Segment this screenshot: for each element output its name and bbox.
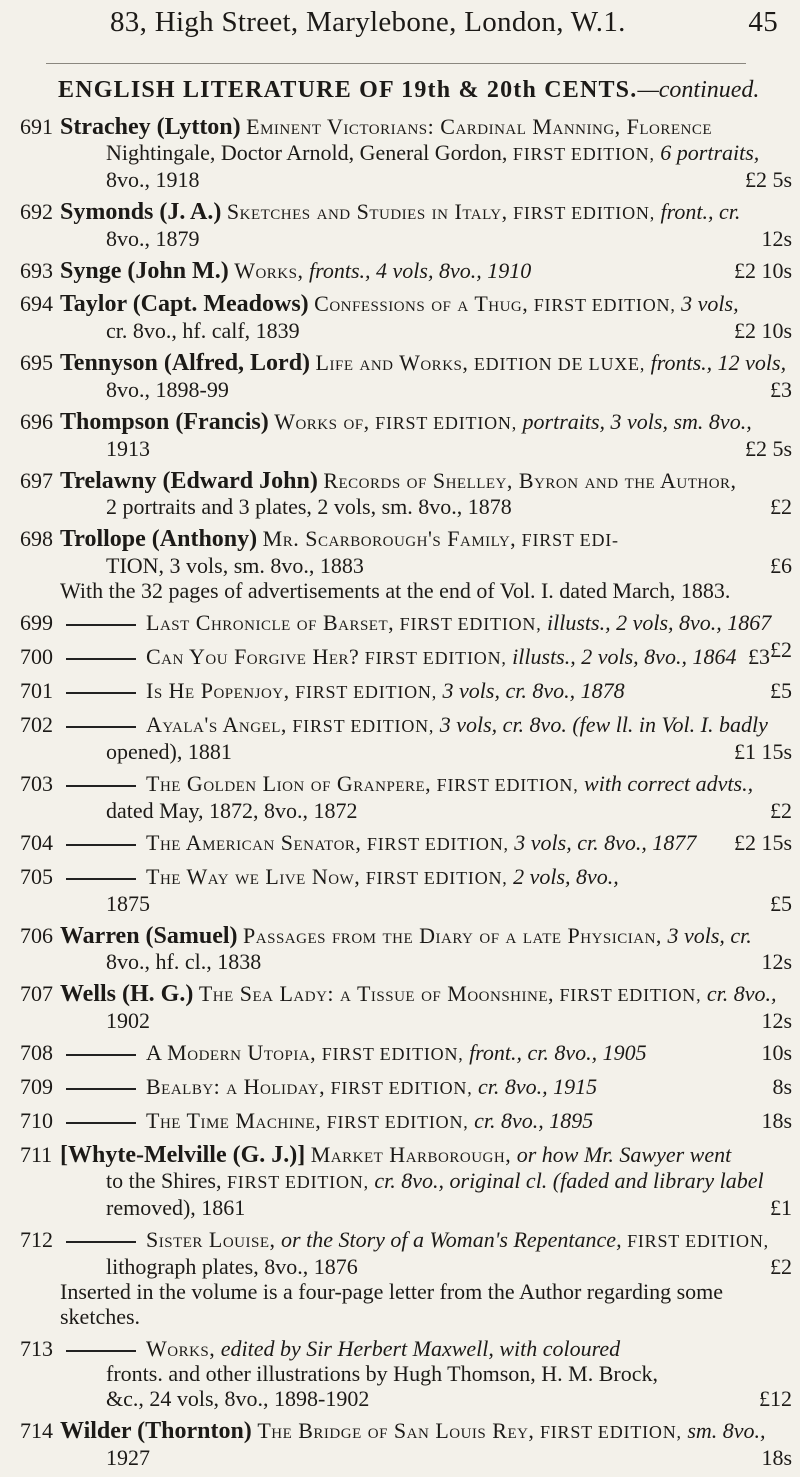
entry-text [20, 644, 792, 671]
entry-details: 3 vols, cr. 8vo. (few ll. in Vol. I. badly [439, 712, 768, 737]
entry-details: cr. 8vo., 1915 [478, 1074, 598, 1099]
entry-details: with correct advts., [584, 771, 754, 796]
entry-title: Works, [146, 1336, 216, 1361]
entry-price: 10s [761, 1040, 792, 1065]
entry-line-2: dated May, 1872, 8vo., 1872 [106, 798, 358, 823]
edition-note: FIRST EDITION, [512, 144, 655, 164]
catalogue-entry [20, 291, 792, 343]
entry-text [20, 114, 792, 192]
entry-line-2: fronts. and other illustrations by Hugh Thomson, H. M. Brock, [106, 1361, 658, 1386]
entry-price: 12s [761, 226, 792, 251]
catalogue-entry [20, 1336, 792, 1411]
entry-note: Inserted in the volume is a four-page letter from the Author regarding some sketches. [60, 1279, 724, 1329]
lot-number: 708 [20, 1040, 53, 1065]
ditto-dash [66, 1122, 136, 1124]
entry-text [20, 1074, 792, 1101]
lot-number: 706 [20, 923, 53, 948]
entry-title: Market Harborough, [310, 1142, 512, 1167]
entry-author: Wilder (Thornton) [60, 1418, 252, 1444]
entry-details: fronts., 4 vols, 8vo., 1910 [308, 258, 532, 283]
entry-price: £2 15s [733, 830, 792, 855]
entry-details: front., cr. [660, 199, 741, 224]
entry-price: 12s [761, 949, 792, 974]
lot-number: 700 [20, 644, 53, 669]
edition-note: FIRST EDITION, [399, 614, 542, 634]
entry-text [20, 350, 792, 402]
entry-line-2: 1927 [106, 1445, 150, 1470]
entry-title: Is He Popenjoy, [146, 678, 290, 703]
entry-details: 3 vols, cr. 8vo., 1877 [514, 830, 697, 855]
entry-line-2: 8vo., 1879 [106, 226, 200, 251]
entry-price: £1 15s [733, 739, 792, 764]
catalogue-entry [20, 1074, 792, 1101]
entry-title: The Way we Live Now, [146, 864, 361, 889]
edition-note: FIRST EDITION, [292, 716, 435, 736]
entry-text [20, 409, 792, 461]
entry-price: 8s [772, 1074, 792, 1099]
entry-line-2: lithograph plates, 8vo., 1876 [106, 1254, 358, 1279]
entry-title: The Bridge of San Louis Rey, [257, 1418, 535, 1443]
lot-number: 702 [20, 712, 53, 737]
entry-author: Tennyson (Alfred, Lord) [60, 350, 311, 376]
entry-text [20, 712, 792, 764]
lot-number: 701 [20, 678, 53, 703]
edition-note: FIRST EDITION, [559, 985, 702, 1005]
entry-line-2: TION, 3 vols, sm. 8vo., 1883 [106, 553, 364, 578]
entry-price: £1 [770, 1195, 792, 1220]
entry-title: Records of Shelley, Byron and the Author, [323, 468, 737, 493]
catalogue-entry [20, 409, 792, 461]
entry-text [20, 1040, 792, 1067]
catalogue-entry [20, 830, 792, 857]
entry-title: The Time Machine, [146, 1108, 322, 1133]
edition-note: FIRST EDITION, [364, 648, 507, 668]
entry-line-2: opened), 1881 [106, 739, 232, 764]
lot-number: 709 [20, 1074, 53, 1099]
entry-details: 2 vols, 8vo., [513, 864, 619, 889]
entry-price: £5 [770, 678, 792, 703]
entry-details: cr. 8vo., [706, 981, 777, 1006]
entry-text [20, 199, 792, 251]
catalogue-entry [20, 114, 792, 192]
entry-details: or the Story of a Woman's Repentance, [281, 1227, 622, 1252]
lot-number: 691 [20, 114, 53, 139]
entry-title: Life and Works, [315, 350, 469, 375]
entry-author: Synge (John M.) [60, 258, 229, 284]
edition-note: FIRST EDITION, [321, 1044, 464, 1064]
entry-title: Ayala's Angel, [146, 712, 287, 737]
entry-details: 3 vols, cr. 8vo., 1878 [442, 678, 625, 703]
catalogue-entry [20, 1040, 792, 1067]
entry-text [20, 678, 792, 705]
entry-line-2: cr. 8vo., hf. calf, 1839 [106, 318, 300, 343]
page-address: 83, High Street, Marylebone, London, W.1. [110, 6, 626, 38]
entry-author: Taylor (Capt. Meadows) [60, 291, 309, 317]
entry-price: £12 [759, 1386, 792, 1411]
entry-price: £2 [770, 637, 792, 662]
entry-line-2: 2 portraits and 3 plates, 2 vols, sm. 8vo., 1878 [106, 494, 512, 519]
ditto-dash [66, 844, 136, 846]
lot-number: 705 [20, 864, 53, 889]
entry-price: 18s [761, 1108, 792, 1133]
entry-title: The Sea Lady: a Tissue of Moonshine, [198, 981, 554, 1006]
entry-title: Works of, [274, 409, 370, 434]
entry-price: £2 [770, 494, 792, 519]
entry-details: 3 vols, [681, 291, 739, 316]
entry-author: Symonds (J. A.) [60, 199, 222, 225]
entry-price: £3 [770, 377, 792, 402]
entry-details: illusts., 2 vols, 8vo., 1867 [547, 610, 772, 635]
entry-text [20, 830, 792, 857]
entry-details: cr. 8vo., 1895 [474, 1108, 594, 1133]
edition-note: FIRST EDITION, [539, 1422, 682, 1442]
edition-note: FIRST EDITION, [366, 834, 509, 854]
lot-number: 714 [20, 1418, 53, 1443]
lot-number: 710 [20, 1108, 53, 1133]
catalogue-entry [20, 350, 792, 402]
lot-number: 712 [20, 1227, 53, 1252]
entry-line-2: 1875 [106, 891, 150, 916]
entry-details: sm. 8vo., [687, 1418, 766, 1443]
section-title-text: ENGLISH LITERATURE OF 19th & 20th CENTS. [58, 77, 638, 103]
entry-author: Trollope (Anthony) [60, 526, 258, 552]
entry-details-2: cr. 8vo., original cl. (faded and library label [374, 1168, 764, 1193]
entry-title: Mr. Scarborough's Family, [262, 526, 517, 551]
entry-line-3: 8vo., 1918 [106, 167, 200, 192]
page-header [110, 6, 778, 39]
ditto-dash [66, 785, 136, 787]
entry-price: £3 [748, 644, 770, 669]
lot-number: 697 [20, 468, 53, 493]
ditto-dash [66, 878, 136, 880]
lot-number: 699 [20, 610, 53, 635]
entry-price: £2 10s [733, 318, 792, 343]
edition-note: FIRST EDITION, [365, 868, 508, 888]
section-title [58, 77, 798, 104]
ditto-dash [66, 1241, 136, 1243]
ditto-dash [66, 624, 136, 626]
ditto-dash [66, 692, 136, 694]
edition-note: EDITION DE LUXE, [473, 354, 646, 374]
entry-title: A Modern Utopia, [146, 1040, 317, 1065]
catalogue-entry [20, 981, 792, 1033]
entry-line-2: Nightingale, Doctor Arnold, General Gordon, [106, 140, 513, 165]
lot-number: 695 [20, 350, 53, 375]
catalogue-entry [20, 258, 792, 284]
entry-title-rest: Cardinal Manning, Florence [434, 114, 713, 139]
lot-number: 694 [20, 291, 53, 316]
edition-note: FIRST EDITION, [533, 295, 676, 315]
entry-author: Warren (Samuel) [60, 923, 238, 949]
entry-price: £5 [770, 891, 792, 916]
entry-title: The American Senator, [146, 830, 362, 855]
entry-price: 18s [761, 1445, 792, 1470]
edition-note: FIRST EDI- [521, 530, 619, 550]
entry-author: Wells (H. G.) [60, 981, 194, 1007]
catalogue-entry [20, 1108, 792, 1135]
catalogue-entry [20, 644, 792, 671]
entry-title: Last Chronicle of Barset, [146, 610, 395, 635]
entry-title: The Golden Lion of Granpere, [146, 771, 432, 796]
entry-author: Thompson (Francis) [60, 409, 269, 435]
catalogue-entry [20, 1142, 792, 1220]
edition-note: FIRST EDITION, [326, 1112, 469, 1132]
entry-title: Eminent Victorians: [246, 114, 435, 139]
ditto-dash [66, 1088, 136, 1090]
entry-details: portraits, 3 vols, sm. 8vo., [522, 409, 752, 434]
entry-title: Sister Louise, [146, 1227, 276, 1252]
entry-title: Sketches and Studies in Italy, [226, 199, 508, 224]
ditto-dash [66, 1054, 136, 1056]
catalogue-entry [20, 923, 792, 974]
entry-list [20, 114, 792, 1477]
entry-title: Passages from the Diary of a late Physician, [243, 923, 662, 948]
entry-note: With the 32 pages of advertisements at the end of Vol. I. dated March, 1883. [60, 578, 731, 603]
catalogue-entry [20, 1418, 792, 1470]
lot-number: 707 [20, 981, 53, 1006]
entry-details: edited by Sir Herbert Maxwell, with coloured [220, 1336, 621, 1361]
entry-text [20, 1142, 792, 1220]
entry-details: or how Mr. Sawyer went [516, 1142, 732, 1167]
entry-title: Confessions of a Thug, [314, 291, 529, 316]
entry-line-2: to the Shires, [106, 1168, 227, 1193]
entry-details: front., cr. 8vo., 1905 [469, 1040, 647, 1065]
entry-text [20, 1108, 792, 1135]
entry-price: £2 5s [744, 167, 792, 192]
lot-number: 698 [20, 526, 53, 551]
entry-text [20, 258, 792, 284]
entry-price: 12s [761, 1008, 792, 1033]
ditto-dash [66, 1350, 136, 1352]
entry-details: illusts., 2 vols, 8vo., 1864 [512, 644, 737, 669]
entry-line-2: 8vo., 1898-99 [106, 377, 229, 402]
lot-number: 696 [20, 409, 53, 434]
entry-line-2: 8vo., hf. cl., 1838 [106, 949, 262, 974]
lot-number: 703 [20, 771, 53, 796]
entry-text [20, 526, 792, 603]
lot-number: 713 [20, 1336, 53, 1361]
entry-text [20, 923, 792, 974]
catalogue-entry [20, 468, 792, 519]
edition-note: FIRST EDITION, [375, 413, 518, 433]
ditto-dash [66, 726, 136, 728]
catalogue-entry [20, 199, 792, 251]
edition-note: FIRST EDITION, [627, 1231, 769, 1251]
entry-author: Strachey (Lytton) [60, 114, 241, 140]
entry-line-3: &c., 24 vols, 8vo., 1898-1902 [106, 1386, 370, 1411]
entry-text [20, 1418, 792, 1470]
entry-details: 3 vols, cr. [667, 923, 752, 948]
entry-price: £2 [770, 1254, 792, 1279]
catalogue-entry [20, 1227, 792, 1329]
entry-line-2: 1902 [106, 1008, 150, 1033]
lot-number: 711 [20, 1142, 53, 1167]
entry-text [20, 468, 792, 519]
lot-number: 693 [20, 258, 53, 283]
edition-note: FIRST EDITION, [330, 1078, 473, 1098]
entry-title: Bealby: a Holiday, [146, 1074, 326, 1099]
edition-note: FIRST EDITION, [436, 775, 579, 795]
entry-details: fronts., 12 vols, [650, 350, 787, 375]
entry-price: £2 5s [744, 436, 792, 461]
entry-details-2: 6 portraits, [660, 140, 760, 165]
entry-price: £2 [770, 798, 792, 823]
entry-text [20, 771, 792, 823]
lot-number: 704 [20, 830, 53, 855]
catalogue-entry [20, 864, 792, 916]
lot-number: 692 [20, 199, 53, 224]
ditto-dash [66, 658, 136, 660]
entry-author: [Whyte-Melville (G. J.)] [60, 1142, 306, 1168]
edition-note: FIRST EDITION, [295, 682, 438, 702]
entry-text [20, 291, 792, 343]
entry-price: £6 [770, 553, 792, 578]
section-continued: —continued. [637, 77, 760, 103]
header-rule [46, 63, 746, 64]
entry-text [20, 1227, 792, 1329]
entry-line-3: removed), 1861 [106, 1195, 246, 1220]
entry-text [20, 1336, 792, 1411]
catalogue-entry [20, 678, 792, 705]
catalogue-entry [20, 771, 792, 823]
entry-text [20, 864, 792, 916]
entry-line-2: 1913 [106, 436, 150, 461]
entry-text [20, 981, 792, 1033]
edition-note: FIRST EDITION, [227, 1172, 369, 1192]
entry-price: £2 10s [733, 258, 792, 283]
entry-author: Trelawny (Edward John) [60, 468, 318, 494]
entry-title: Works, [234, 258, 304, 283]
edition-note: FIRST EDITION, [513, 203, 655, 223]
catalogue-entry [20, 712, 792, 764]
catalogue-entry [20, 526, 792, 603]
entry-title: Can You Forgive Her? [146, 644, 360, 669]
page-number: 45 [748, 6, 778, 38]
